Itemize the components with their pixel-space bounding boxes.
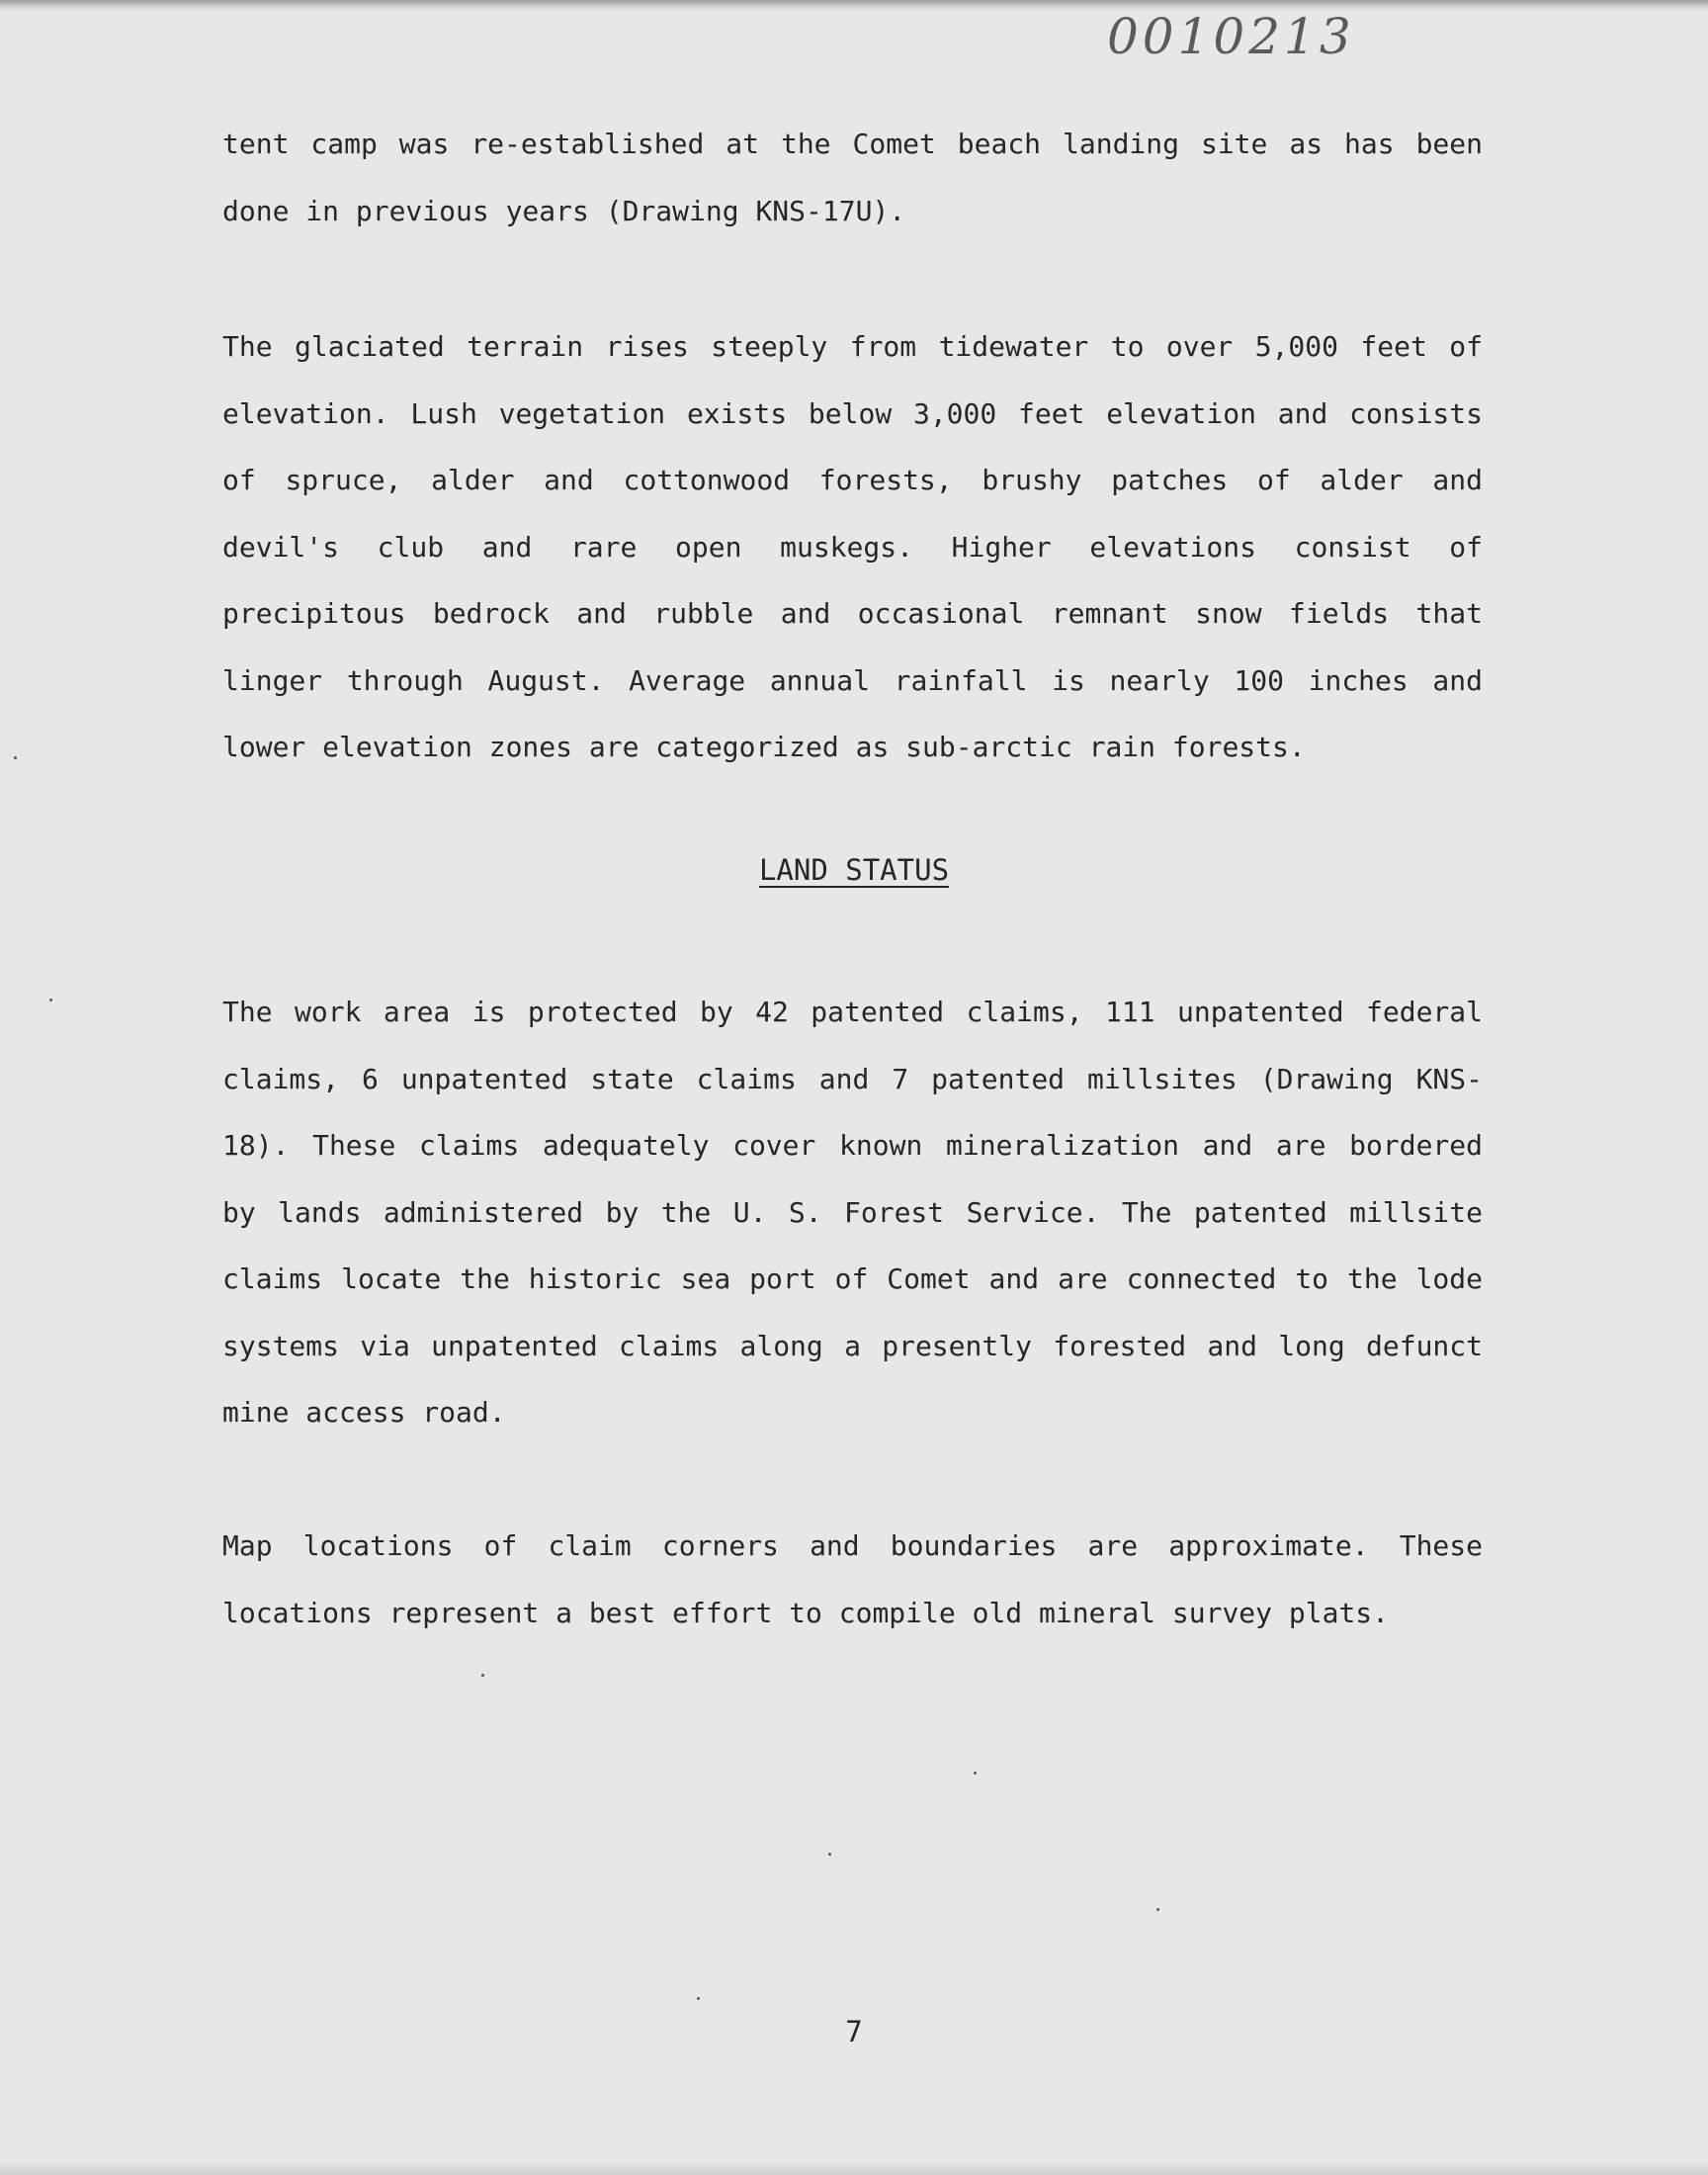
paragraph-2	[222, 313, 1483, 781]
scan-bottom-edge	[0, 2161, 1708, 2175]
paragraph-line: elevation. Lush vegetation exists below 3,000 feet elevation and consists	[222, 396, 1483, 430]
handwritten-document-id: 0010213	[1107, 8, 1355, 65]
paragraph-3	[222, 979, 1483, 1446]
paragraph-1	[222, 111, 1483, 244]
scan-speck	[481, 1674, 484, 1677]
page-number: 7	[845, 2015, 863, 2048]
paragraph-line: The work area is protected by 42 patented claims, 111 unpatented federal	[222, 996, 1483, 1028]
section-heading: LAND STATUS	[758, 853, 950, 887]
paragraph-line: claims locate the historic sea port of Comet and are connected to the lode	[222, 1262, 1483, 1295]
scan-speck	[828, 1853, 831, 1856]
paragraph-line: devil's club and rare open muskegs. Higher elevations consist of	[222, 530, 1483, 564]
paragraph-line: mine access road.	[222, 1396, 506, 1429]
paragraph-line: tent camp was re-established at the Comet beach landing site as has been	[222, 128, 1483, 160]
scan-speck	[974, 1772, 977, 1775]
paragraph-line: claims, 6 unpatented state claims and 7 patented millsites (Drawing KNS-	[222, 1062, 1483, 1095]
paragraph-line: of spruce, alder and cottonwood forests, brushy patches of alder and	[222, 464, 1483, 496]
paragraph-line: systems via unpatented claims along a presently forested and long defunct	[222, 1329, 1483, 1362]
scan-speck	[1156, 1908, 1159, 1911]
paragraph-line: precipitous bedrock and rubble and occasional remnant snow fields that	[222, 597, 1483, 630]
scan-speck	[14, 756, 17, 759]
paragraph-line: The glaciated terrain rises steeply from tidewater to over 5,000 feet of	[222, 330, 1483, 363]
paragraph-line: by lands administered by the U. S. Forest Service. The patented millsite	[222, 1195, 1483, 1229]
paragraph-4	[222, 1513, 1483, 1646]
scan-top-edge	[0, 0, 1708, 10]
paragraph-line: done in previous years (Drawing KNS-17U).	[222, 194, 906, 227]
paragraph-line: 18). These claims adequately cover known mineralization and are bordered	[222, 1129, 1483, 1162]
paragraph-line: locations represent a best effort to compile old mineral survey plats.	[222, 1596, 1390, 1629]
paragraph-line: Map locations of claim corners and boundaries are approximate. These	[222, 1529, 1483, 1562]
paragraph-line: lower elevation zones are categorized as sub-arctic rain forests.	[222, 731, 1306, 763]
scan-speck	[49, 999, 52, 1001]
scan-speck	[697, 1997, 700, 2000]
paragraph-line: linger through August. Average annual rainfall is nearly 100 inches and	[222, 663, 1483, 697]
